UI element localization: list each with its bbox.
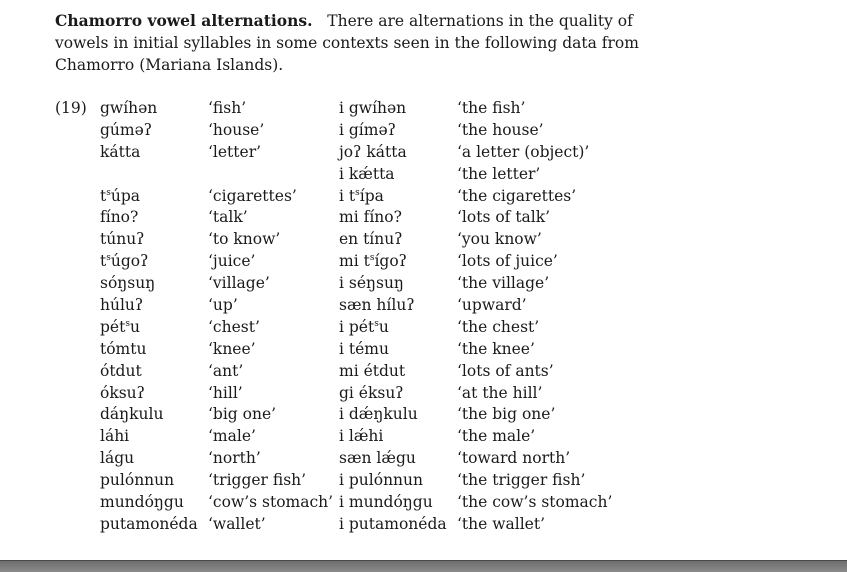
derived-form — [339, 250, 407, 272]
section-heading: Chamorro vowel alternations. — [55, 11, 313, 30]
derived-gloss: ‘lots of juice’ — [457, 252, 558, 271]
data-row — [0, 447, 847, 469]
base-form: sóŋsuŋ — [100, 274, 156, 293]
example-data-table — [0, 97, 847, 535]
affricate-superscript: s — [374, 318, 379, 329]
affricate-superscript: s — [125, 318, 130, 329]
data-row — [0, 425, 847, 447]
base-form: túnuʔ — [100, 230, 145, 249]
derived-gloss: ‘the house’ — [457, 120, 544, 139]
base-form: putamonéda — [100, 514, 198, 533]
derived-form: i lǽhi — [339, 427, 384, 446]
base-gloss: ‘north’ — [208, 449, 261, 468]
derived-gloss: ‘lots of ants’ — [457, 361, 554, 380]
affricate-superscript: s — [106, 253, 111, 264]
data-row — [0, 163, 847, 185]
base-gloss: ‘up’ — [208, 296, 238, 315]
derived-gloss: ‘toward north’ — [457, 449, 571, 468]
base-form: fíno? — [100, 208, 139, 227]
derived-gloss: ‘the fish’ — [457, 99, 526, 117]
derived-form: joʔ kátta — [339, 142, 407, 161]
base-gloss: ‘hill’ — [208, 383, 243, 402]
affricate-superscript: s — [369, 253, 375, 264]
data-row — [0, 250, 847, 272]
base-gloss: ‘house’ — [208, 120, 265, 139]
window-bottom-bar — [0, 560, 847, 572]
data-row — [0, 382, 847, 404]
derived-form: sæn lǽgu — [339, 449, 416, 468]
data-row — [0, 338, 847, 360]
derived-gloss: ‘the village’ — [457, 274, 550, 293]
data-row — [0, 513, 847, 535]
intro-line-1 — [55, 10, 655, 32]
base-gloss: ‘trigger fish’ — [208, 471, 307, 490]
data-row — [0, 403, 847, 425]
affricate-superscript: s — [355, 187, 360, 198]
derived-form: i putamonéda — [339, 514, 447, 533]
derived-form: mi étdut — [339, 361, 406, 380]
derived-gloss: ‘at the hill’ — [457, 383, 543, 402]
derived-gloss: ‘the big one’ — [457, 405, 556, 424]
derived-gloss: ‘the cigarettes’ — [457, 186, 577, 205]
base-form: dáŋkulu — [100, 405, 164, 424]
base-form: lágu — [100, 449, 135, 468]
intro-line-1-text: There are alternations in the quality of — [327, 12, 633, 30]
data-row — [0, 491, 847, 513]
derived-gloss: ‘the letter’ — [457, 164, 541, 183]
base-gloss: ‘juice’ — [208, 252, 256, 271]
data-row — [0, 141, 847, 163]
derived-form: i dǽŋkulu — [339, 405, 418, 424]
base-form: kátta — [100, 142, 141, 161]
base-form — [100, 185, 140, 207]
base-gloss: ‘letter’ — [208, 142, 262, 161]
derived-form: i kǽtta — [339, 164, 395, 183]
derived-form — [339, 316, 389, 338]
base-gloss: ‘village’ — [208, 274, 270, 293]
derived-form: i séŋsuŋ — [339, 274, 404, 293]
base-form-rest: úgoʔ — [110, 252, 149, 271]
derived-gloss: ‘upward’ — [457, 296, 527, 315]
derived-form-rest: ígoʔ — [374, 252, 407, 271]
affricate-superscript: s — [106, 187, 111, 198]
base-form: láhi — [100, 427, 130, 446]
base-form-rest: u — [129, 317, 140, 336]
derived-form: i gíməʔ — [339, 120, 396, 139]
derived-gloss: ‘the chest’ — [457, 317, 540, 336]
data-row — [0, 469, 847, 491]
derived-form-rest: ípa — [359, 186, 384, 205]
derived-form — [339, 185, 384, 207]
derived-form-rest: u — [378, 317, 389, 336]
data-row — [0, 97, 847, 119]
derived-gloss: ‘a letter (object)’ — [457, 142, 590, 161]
base-form: gwíhən — [100, 99, 158, 117]
data-row — [0, 272, 847, 294]
data-row — [0, 294, 847, 316]
base-form — [100, 316, 140, 338]
data-row — [0, 119, 847, 141]
derived-form-stem: i pét — [339, 317, 375, 336]
derived-gloss: ‘the male’ — [457, 427, 536, 446]
base-form — [100, 250, 148, 272]
base-gloss: ‘wallet’ — [208, 514, 266, 533]
derived-gloss: ‘the wallet’ — [457, 514, 545, 533]
data-row — [0, 228, 847, 250]
derived-form-stem: mi t — [339, 252, 370, 271]
base-gloss: ‘talk’ — [208, 208, 248, 227]
base-form-stem: pét — [100, 317, 126, 336]
data-row — [0, 360, 847, 382]
derived-form: i tému — [339, 339, 389, 358]
base-form: mundóŋgu — [100, 493, 184, 512]
derived-form: mi fíno? — [339, 208, 402, 227]
data-row — [0, 206, 847, 228]
base-gloss: ‘cigarettes’ — [208, 186, 297, 205]
example-number: (19) — [55, 99, 87, 117]
derived-gloss: ‘the cow’s stomach’ — [457, 493, 613, 512]
base-form: pulónnun — [100, 471, 175, 490]
derived-gloss: ‘the trigger fish’ — [457, 471, 586, 490]
base-form-stem: t — [100, 252, 107, 271]
base-form-rest: úpa — [110, 186, 141, 205]
derived-gloss: ‘you know’ — [457, 230, 542, 249]
base-gloss: ‘fish’ — [208, 99, 247, 117]
intro-line-3: Chamorro (Mariana Islands). — [55, 56, 284, 74]
derived-gloss: ‘lots of talk’ — [457, 208, 551, 227]
data-row — [0, 316, 847, 338]
base-form: ótdut — [100, 361, 142, 380]
derived-form: gi éksuʔ — [339, 383, 404, 402]
derived-form: en tínuʔ — [339, 230, 403, 249]
derived-form-stem: i t — [339, 186, 356, 205]
derived-form: i gwíhən — [339, 99, 407, 117]
intro-line-2: vowels in initial syllables in some contexts seen in the following data from — [55, 34, 639, 52]
base-gloss: ‘to know’ — [208, 230, 281, 249]
derived-form: i mundóŋgu — [339, 493, 433, 512]
base-form-stem: t — [100, 186, 107, 205]
base-gloss: ‘big one’ — [208, 405, 277, 424]
data-row — [0, 185, 847, 207]
derived-gloss: ‘the knee’ — [457, 339, 535, 358]
base-form: óksuʔ — [100, 383, 145, 402]
base-gloss: ‘cow’s stomach’ — [208, 493, 334, 512]
base-gloss: ‘knee’ — [208, 339, 256, 358]
derived-form: i pulónnun — [339, 471, 424, 490]
base-form: húluʔ — [100, 296, 144, 315]
base-gloss: ‘chest’ — [208, 317, 260, 336]
intro-paragraph — [55, 10, 655, 76]
base-form: gúməʔ — [100, 120, 153, 139]
base-form: tómtu — [100, 339, 147, 358]
base-gloss: ‘male’ — [208, 427, 256, 446]
derived-form: sæn híluʔ — [339, 296, 415, 315]
base-gloss: ‘ant’ — [208, 361, 244, 380]
